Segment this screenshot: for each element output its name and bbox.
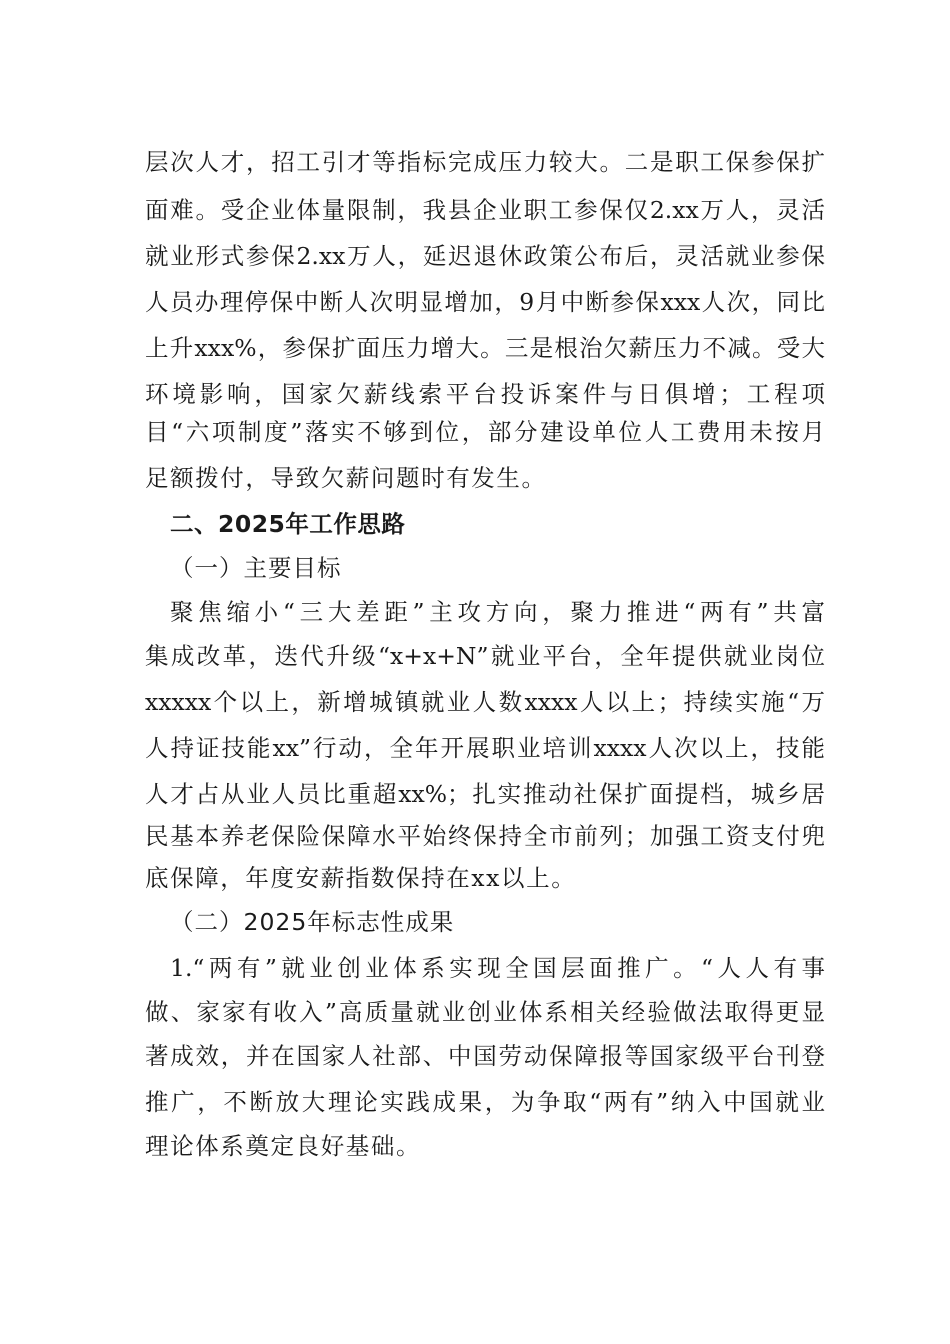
body-line: 民基本养老保险保障水平始终保持全市前列；加强工资支付兜 <box>145 822 825 850</box>
body-line: 聚焦缩小“三大差距”主攻方向，聚力推进“两有”共富 <box>170 598 825 626</box>
body-line: 人持证技能xx”行动，全年开展职业培训xxxx人次以上，技能 <box>145 734 825 762</box>
subsection-heading: （一）主要目标 <box>170 554 342 582</box>
body-line: 集成改革，迭代升级“x+x+N”就业平台，全年提供就业岗位 <box>145 642 825 670</box>
body-line: 目“六项制度”落实不够到位，部分建设单位人工费用未按月 <box>145 418 825 446</box>
body-line: 人员办理停保中断人次明显增加，9月中断参保xxx人次，同比 <box>145 288 825 316</box>
body-line: 推广，不断放大理论实践成果，为争取“两有”纳入中国就业 <box>145 1088 825 1116</box>
body-line: 1.“两有”就业创业体系实现全国层面推广。“人人有事 <box>170 954 825 982</box>
body-line: 底保障，年度安薪指数保持在xx以上。 <box>145 864 577 892</box>
body-line: 足额拨付，导致欠薪问题时有发生。 <box>145 464 547 492</box>
body-line: 面难。受企业体量限制，我县企业职工参保仅2.xx万人，灵活 <box>145 196 825 224</box>
body-line: 上升xxx%，参保扩面压力增大。三是根治欠薪压力不减。受大 <box>145 334 825 362</box>
subsection-heading: （二）2025年标志性成果 <box>170 908 455 936</box>
section-heading: 二、2025年工作思路 <box>170 510 406 538</box>
body-line: 环境影响，国家欠薪线索平台投诉案件与日俱增；工程项 <box>145 380 825 408</box>
body-line: 层次人才，招工引才等指标完成压力较大。二是职工保参保扩 <box>145 148 825 176</box>
body-line: 做、家家有收入”高质量就业创业体系相关经验做法取得更显 <box>145 998 825 1026</box>
body-line: 理论体系奠定良好基础。 <box>145 1132 422 1160</box>
body-line: 人才占从业人员比重超xx%；扎实推动社保扩面提档，城乡居 <box>145 780 825 808</box>
body-line: xxxxx个以上，新增城镇就业人数xxxx人以上；持续实施“万 <box>145 688 825 716</box>
body-line: 著成效，并在国家人社部、中国劳动保障报等国家级平台刊登 <box>145 1042 825 1070</box>
body-line: 就业形式参保2.xx万人，延迟退休政策公布后，灵活就业参保 <box>145 242 825 270</box>
